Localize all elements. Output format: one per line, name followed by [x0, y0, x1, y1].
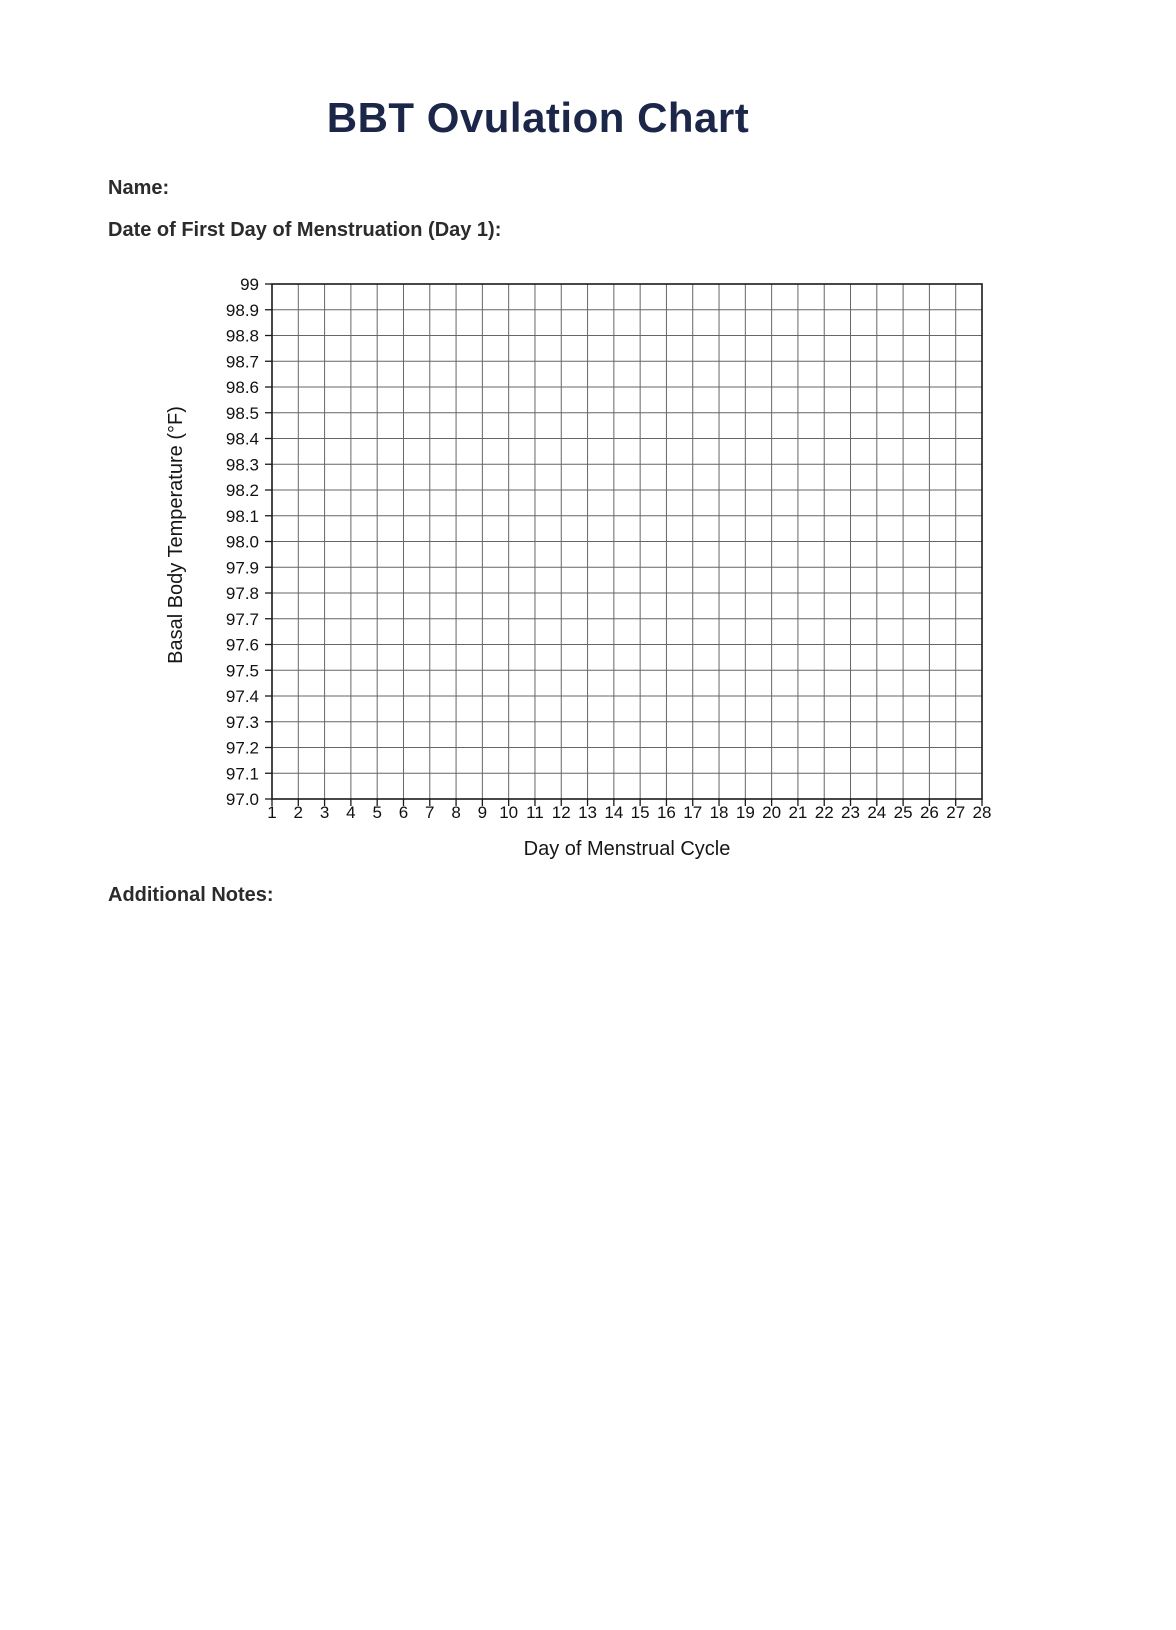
- y-tick-label: 97.5: [225, 661, 259, 681]
- x-tick-label: 19: [735, 803, 755, 822]
- y-axis-title: Basal Body Temperature (°F): [165, 406, 187, 664]
- x-tick-label: 17: [683, 803, 703, 822]
- y-tick-label: 98.5: [225, 403, 259, 423]
- x-tick-label: 24: [867, 803, 887, 822]
- x-tick-label: 20: [762, 803, 782, 822]
- y-tick-label: 98.7: [225, 352, 259, 372]
- y-tick-label: 97.8: [225, 584, 259, 603]
- y-tick-label: 98.4: [225, 429, 259, 449]
- x-tick-label: 25: [893, 803, 913, 822]
- x-tick-label: 9: [477, 803, 488, 822]
- x-tick-label: 13: [578, 803, 598, 822]
- additional-notes-label: Additional Notes:: [108, 884, 274, 906]
- y-tick-label: 98.8: [225, 326, 259, 346]
- x-tick-label: 6: [398, 803, 409, 822]
- x-tick-label: 3: [319, 803, 330, 822]
- y-tick-label: 98.2: [225, 481, 259, 500]
- y-tick-label: 98.9: [225, 300, 259, 320]
- y-tick-label: 97.4: [225, 687, 259, 706]
- y-tick-label: 98.6: [225, 378, 259, 397]
- y-tick-label: 98.1: [225, 506, 259, 526]
- page-title: BBT Ovulation Chart: [326, 94, 750, 141]
- x-tick-label: 8: [451, 803, 461, 822]
- x-axis-title: Day of Menstrual Cycle: [523, 838, 731, 860]
- x-tick-label: 21: [788, 803, 808, 822]
- y-tick-label: 97.1: [225, 764, 259, 784]
- y-tick-label: 99: [240, 275, 259, 294]
- x-tick-label: 16: [656, 803, 676, 822]
- x-tick-label: 12: [551, 803, 571, 822]
- x-tick-label: 28: [972, 803, 992, 822]
- x-tick-label: 27: [946, 803, 966, 822]
- x-tick-label: 14: [604, 803, 624, 822]
- x-tick-label: 7: [425, 803, 435, 822]
- x-tick-label: 10: [499, 803, 519, 822]
- x-tick-label: 5: [372, 803, 382, 822]
- x-tick-label: 26: [919, 803, 939, 822]
- y-tick-label: 97.6: [225, 635, 259, 655]
- x-tick-label: 11: [526, 803, 544, 822]
- y-tick-label: 97.3: [225, 712, 259, 732]
- x-tick-label: 2: [293, 803, 304, 822]
- y-tick-label: 97.7: [225, 609, 259, 629]
- date-of-menstruation-label: Date of First Day of Menstruation (Day 1):: [108, 219, 502, 241]
- name-label: Name:: [108, 177, 170, 199]
- x-tick-label: 4: [346, 803, 356, 822]
- x-tick-label: 15: [630, 803, 650, 822]
- y-tick-label: 97.9: [225, 558, 259, 578]
- x-tick-label: 22: [814, 803, 834, 822]
- y-tick-label: 97.2: [225, 738, 259, 758]
- x-tick-label: 1: [267, 803, 277, 822]
- x-tick-label: 23: [841, 803, 860, 822]
- y-tick-label: 98.0: [225, 532, 259, 552]
- x-tick-label: 18: [709, 803, 729, 822]
- plot-area: [226, 275, 992, 822]
- y-tick-label: 98.3: [225, 455, 259, 475]
- y-tick-label: 97.0: [225, 790, 259, 809]
